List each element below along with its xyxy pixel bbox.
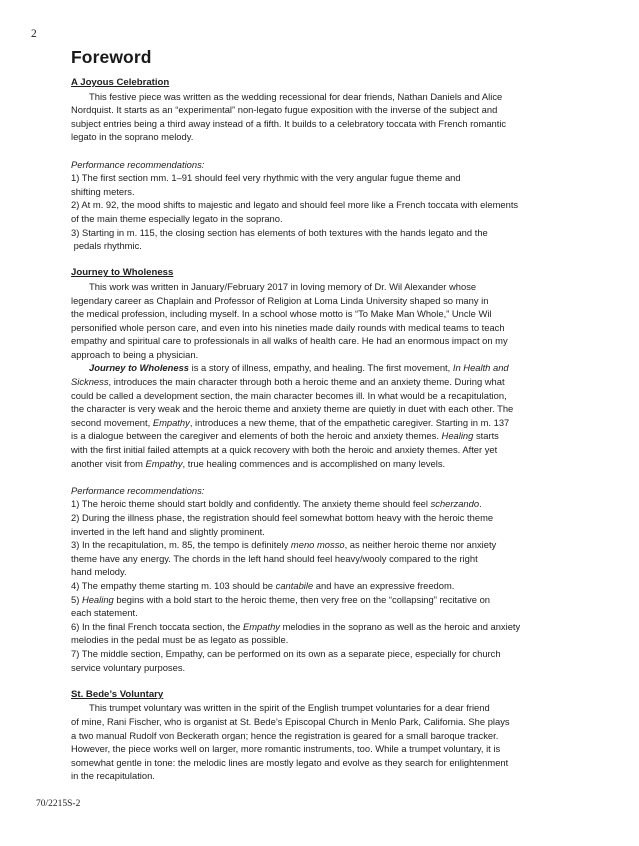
- body-text: 1) The heroic theme should start boldly and confidently. The anxiety theme should feel: [71, 498, 431, 510]
- body-text: inverted in the left hand and slightly prominent.: [71, 525, 265, 537]
- body-text: 7) The middle section, Empathy, can be performed on its own as a separate piece, especially for church: [71, 647, 501, 659]
- text-line: [71, 321, 586, 335]
- body-text: of the main theme especially legato in the soprano.: [71, 212, 283, 224]
- body-text: in the recapitulation.: [71, 770, 155, 782]
- emphasized-text: meno mosso: [290, 539, 345, 551]
- emphasized-text: Healing: [81, 593, 114, 605]
- body-text: each statement.: [71, 607, 138, 619]
- text-line: [71, 389, 586, 403]
- text-line: [71, 280, 586, 294]
- text-line: [71, 593, 586, 607]
- text-line: [71, 742, 586, 756]
- text-line: [71, 402, 586, 416]
- body-text: of mine, Rani Fischer, who is organist at St. Bede’s Episcopal Church in Menlo Park, California. She plays: [71, 715, 510, 727]
- body-text: second movement,: [71, 416, 153, 428]
- text-line: [71, 511, 586, 525]
- body-text: , as neither heroic theme nor anxiety: [344, 539, 497, 551]
- italic-subheading: Performance recommendations:: [71, 158, 205, 170]
- text-line: [71, 130, 586, 144]
- body-text: hand melody.: [71, 566, 127, 578]
- blank-line: [71, 144, 586, 158]
- text-line: [71, 647, 586, 661]
- text-line: [71, 715, 586, 729]
- text-line: [71, 361, 586, 375]
- body-text: the medical profession, including myself. In a school whose motto is “To Make Man Whole,” Uncle Wil: [71, 308, 492, 320]
- body-text: However, the piece works well on larger, more romantic instruments, too. While a trumpet voluntary, it is: [71, 743, 501, 755]
- emphasized-text: Empathy: [242, 620, 280, 632]
- body-text: approach to being a physician.: [71, 348, 199, 360]
- body-text: legendary career as Chaplain and Professor of Religion at Loma Linda University shaped so many in: [71, 294, 489, 306]
- body-text: begins with a bold start to the heroic theme, then very free on the “collapsing” recitative on: [113, 593, 490, 605]
- text-line: [71, 171, 586, 185]
- body-text: empathy and spiritual care to professionals in all walks of health care. He had an enormous impact on my: [71, 335, 508, 347]
- text-line: [71, 429, 586, 443]
- body-text: 2) During the illness phase, the registration should feel somewhat bottom heavy with the heroic theme: [71, 512, 494, 523]
- text-line: [71, 620, 586, 634]
- text-line: [71, 497, 586, 511]
- emphasized-text: scherzando: [430, 498, 480, 510]
- text-line: [71, 212, 586, 226]
- text-line: [71, 457, 586, 471]
- body-text: another visit from: [71, 457, 146, 469]
- page-number: 2: [31, 28, 37, 40]
- body-text: Nordquist. It starts as an “experimental” non-legato fugue exposition with the inverse of the subject and: [71, 104, 498, 116]
- blank-line: [71, 674, 586, 688]
- text-line: [71, 348, 586, 362]
- text-line: [71, 226, 586, 240]
- body-text: theme have any energy. The chords in the left hand should feel heavy/wooly compared to the right: [71, 552, 478, 564]
- body-text: personified whole person care, and even into his nineties made daily rounds with medical teams to teach: [71, 321, 505, 333]
- body-text: 5): [71, 593, 82, 605]
- body-text: , introduces a new theme, that of the empathetic caregiver. Starting in m. 137: [189, 416, 510, 428]
- emphasized-text: Sickness: [71, 376, 109, 388]
- text-line: [71, 525, 586, 539]
- body-text: 3) Starting in m. 115, the closing section has elements of both textures with the hands legato and the: [71, 226, 488, 238]
- body-text: service voluntary purposes.: [71, 661, 186, 673]
- body-text: is a story of illness, empathy, and healing. The first movement,: [189, 362, 453, 374]
- body-text: 6) In the final French toccata section, the: [71, 620, 243, 632]
- text-line: [71, 633, 586, 647]
- document-content: [71, 47, 586, 783]
- text-line: [71, 334, 586, 348]
- body-text: 3) In the recapitulation, m. 85, the tempo is definitely: [71, 539, 291, 551]
- emphasized-text: In Health and: [452, 362, 509, 374]
- emphasized-text: cantabile: [275, 579, 314, 591]
- text-line: [71, 239, 586, 253]
- body-text: a two manual Rudolf von Beckerath organ; hence the registration is geared for a small baroque tracker.: [71, 729, 499, 741]
- text-line: [71, 307, 586, 321]
- body-text: shifting meters.: [71, 185, 135, 197]
- text-line: [71, 375, 586, 389]
- blank-line: [71, 470, 586, 484]
- emphasized-text: Empathy: [152, 416, 190, 428]
- text-line: [71, 565, 586, 579]
- body-text: the character is very weak and the heroic theme and anxiety theme are quietly in duet with each other. The: [71, 403, 514, 415]
- body-text: pedals rhythmic.: [71, 240, 142, 252]
- body-text: 4) The empathy theme starting m. 103 should be: [71, 579, 276, 591]
- emphasized-text: Healing: [441, 430, 474, 442]
- body-text: melodies in the soprano as well as the heroic and anxiety: [279, 620, 521, 632]
- text-line: [71, 103, 586, 117]
- text-line: [71, 117, 586, 131]
- body-text: .: [479, 498, 482, 510]
- body-text: 1) The first section mm. 1–91 should feel very rhythmic with the very angular fugue theme and: [71, 172, 461, 184]
- body-text: with the first initial failed attempts at a quick recovery with both the heroic and anxiety themes. After yet: [71, 444, 498, 456]
- text-line: [71, 538, 586, 552]
- body-text: somewhat gentle in tone: the melodic lines are mostly legato and evolve as they search for enlightenment: [71, 756, 509, 768]
- document-body: [71, 76, 586, 783]
- section-heading: Journey to Wholeness: [71, 267, 174, 279]
- emphasized-text: Empathy: [145, 457, 183, 469]
- body-text: , true healing commences and is accomplished on many levels.: [182, 457, 446, 469]
- text-line: [71, 198, 586, 212]
- text-line: [71, 756, 586, 770]
- blank-line: [71, 253, 586, 267]
- body-text: starts: [473, 430, 499, 442]
- text-line: [71, 606, 586, 620]
- text-line: [71, 661, 586, 675]
- body-text: This work was written in January/February 2017 in loving memory of Dr. Wil Alexander whose: [89, 280, 477, 292]
- body-text: is a dialogue between the caregiver and elements of both the heroic and anxiety themes.: [71, 430, 442, 442]
- body-text: legato in the soprano melody.: [71, 131, 194, 143]
- text-line: [71, 185, 586, 199]
- section-heading: A Joyous Celebration: [71, 77, 170, 88]
- italic-subheading: Performance recommendations:: [71, 484, 205, 496]
- section-heading: St. Bede’s Voluntary: [71, 688, 164, 700]
- text-line: [71, 769, 586, 783]
- body-text: melodies in the pedal must be as legato as possible.: [71, 634, 289, 646]
- text-line: [71, 90, 586, 104]
- body-text: could be called a development section, the main character becomes ill. In what would be a recapitulation,: [71, 389, 507, 401]
- body-text: This festive piece was written as the wedding recessional for dear friends, Nathan Daniels and Alice: [89, 90, 503, 102]
- text-line: [71, 443, 586, 457]
- body-text: , introduces the main character through both a heroic theme and an anxiety theme. During what: [108, 376, 505, 388]
- body-text: subject entries being a third away instead of a fifth. It builds to a celebratory toccata with French romantic: [71, 117, 507, 129]
- text-line: [71, 416, 586, 430]
- body-text: This trumpet voluntary was written in the spirit of the English trumpet voluntaries for a dear friend: [89, 702, 490, 714]
- text-line: [71, 552, 586, 566]
- catalog-number: 70/2215S-2: [36, 799, 81, 809]
- page-title: Foreword: [71, 47, 152, 67]
- text-line: [71, 701, 586, 715]
- body-text: and have an expressive freedom.: [313, 579, 455, 591]
- emphasized-text: Journey to Wholeness: [89, 362, 190, 374]
- text-line: [71, 729, 586, 743]
- text-line: [71, 294, 586, 308]
- body-text: 2) At m. 92, the mood shifts to majestic and legato and should feel more like a French toccata with elements: [71, 199, 519, 211]
- text-line: [71, 579, 586, 593]
